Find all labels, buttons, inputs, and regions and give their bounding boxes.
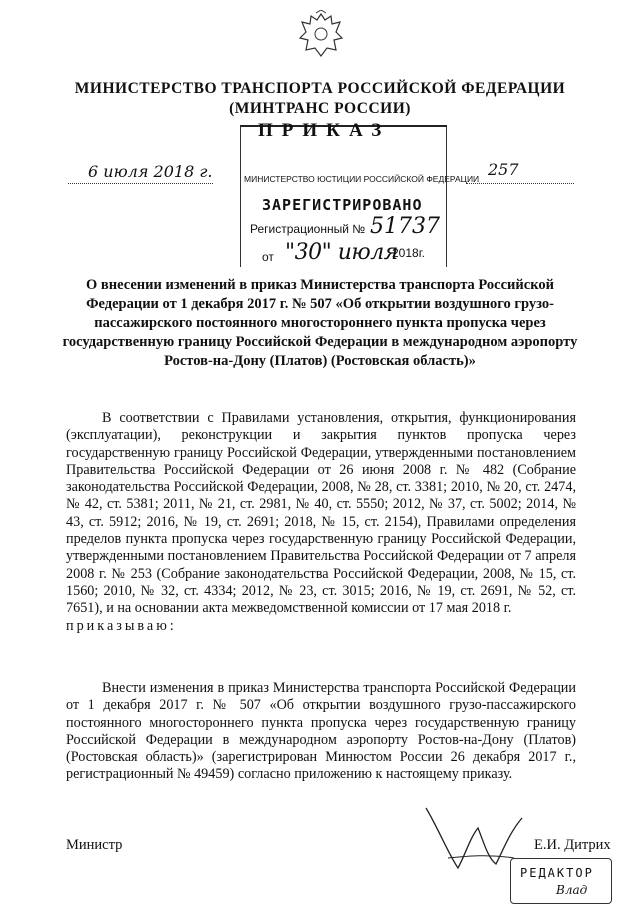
order-title: ПРИКАЗ [258, 120, 391, 141]
date-underline [68, 183, 213, 184]
stamp-registered-label: ЗАРЕГИСТРИРОВАНО [262, 196, 423, 214]
coat-of-arms-emblem-icon [298, 10, 344, 60]
minister-title: Министр [66, 837, 123, 853]
body-paragraph-2: Внести изменения в приказ Министерства транспорта Российской Федерации от 1 декабря 2017 г. № 507 «Об открытии воздушного грузо-пассажирского постоянного многостороннего пункта пропуска через государственную границу Российской Федерации в международном аэропорту Ростов-на-Дону (Платов) (Ростовская область)» (зарегистрирован Минюстом России 26 декабря 2017 г., регистрационный № 49459) согласно приложению к настоящему приказу. [66, 680, 576, 783]
stamp-regnum-value: 51737 [370, 214, 440, 239]
stamp-header: МИНИСТЕРСТВО ЮСТИЦИИ РОССИЙСКОЙ ФЕДЕРАЦИИ [244, 174, 480, 184]
document-heading: О внесении изменений в приказ Министерства транспорта Российской Федерации от 1 декабря 2017 г. № 507 «Об открытии воздушного грузо-пассажирского постоянного многостороннего пункта пропуска через государственную границу Российской Федерации в международном аэропорту Ростов-на-Дону (Платов) (Ростовская область)» [62, 277, 578, 369]
ministry-short-name: (МИНТРАНС РОССИИ) [229, 100, 411, 117]
order-number: 257 [488, 160, 519, 179]
stamp-regnum-label: Регистрационный № [250, 222, 366, 236]
editor-stamp-frame [510, 858, 612, 904]
stamp-date-label: от [262, 250, 274, 264]
minister-name: Е.И. Дитрих [534, 837, 611, 853]
order-verb: приказываю: [66, 618, 177, 634]
editor-initials: Влад [556, 883, 588, 897]
editor-stamp-label: РЕДАКТОР [520, 866, 594, 880]
stamp-date-value: "30" июля [285, 240, 398, 265]
stamp-year-suffix: 2018г. [392, 246, 425, 260]
body-paragraph-1: В соответствии с Правилами установления, открытия, функционирования (эксплуатации), реконструкции и закрытия пунктов пропуска через государственную границу Российской Федерации, утвержденными постановлением Правительства Российской Федерации от 26 июня 2008 г. № 482 (Собрание законодательства Российской Федерации, 2008, № 28, ст. 3381; 2010, № 20, ст. 2474, № 42, ст. 5381; 2011, № 21, ст. 2981, № 40, ст. 5550; 2012, № 37, ст. 5002; 2014, № 43, ст. 5912; 2016, № 19, ст. 2691; 2018, № 15, ст. 2154), Правилами определения пределов пункта пропуска через государственную границу Российской Федерации, утвержденными постановлением Правительства Российской Федерации от 7 апреля 2008 г. № 253 (Собрание законодательства Российской Федерации, 2008, № 15, ст. 1560; 2010, № 32, ст. 4334; 2012, № 23, ст. 3015; 2016, № 19, ст. 2691, № 52, ст. 7651), и на основании акта межведомственной комиссии от 17 мая 2018 г. [66, 410, 576, 617]
number-underline [466, 183, 574, 184]
ministry-name: МИНИСТЕРСТВО ТРАНСПОРТА РОССИЙСКОЙ ФЕДЕРАЦИИ [74, 80, 566, 97]
order-date: 6 июля 2018 г. [88, 162, 213, 181]
